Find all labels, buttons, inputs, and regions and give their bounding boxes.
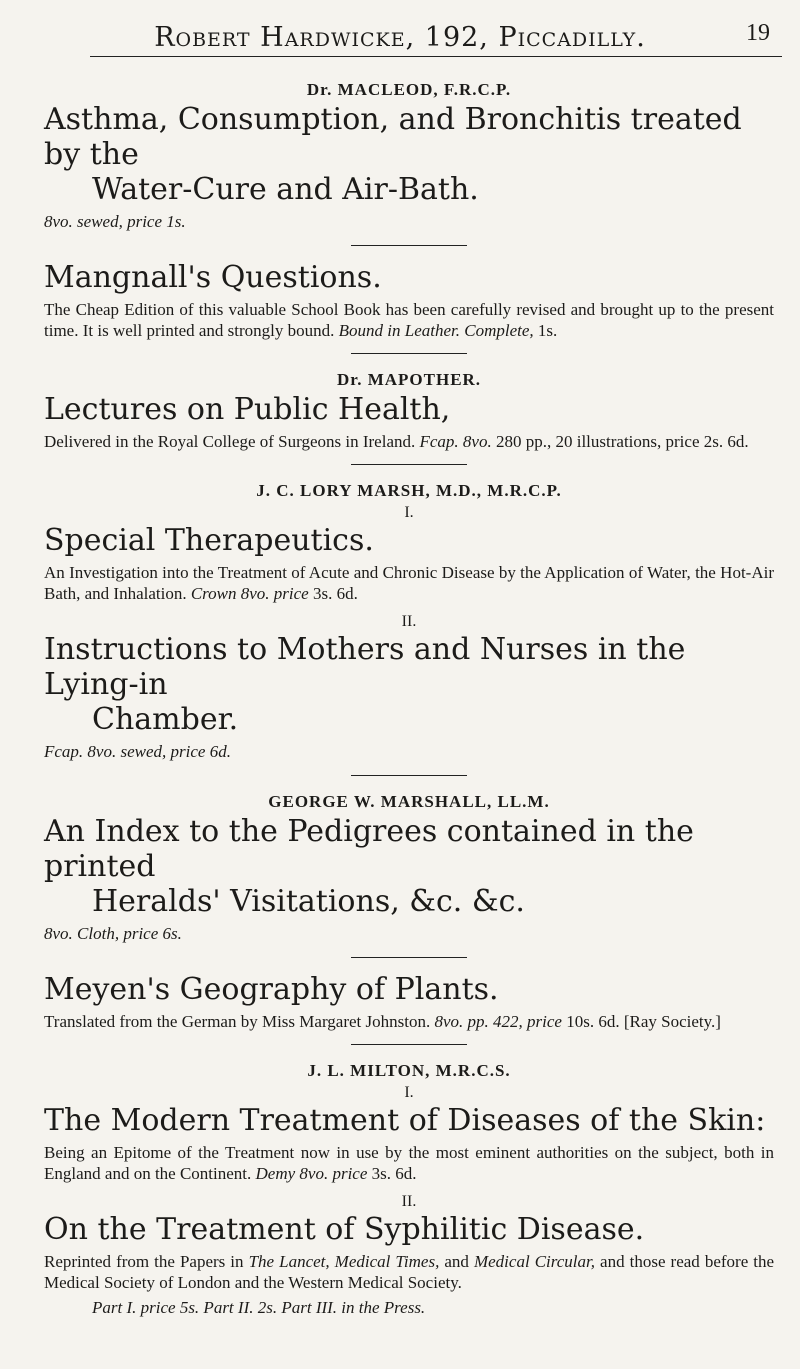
book-description: Reprinted from the Papers in The Lancet, Medical Times, and Medical Circular, and those read before the Medical Society of London and the Western Medical Society.: [44, 1252, 775, 1292]
publication-details: 8vo. Cloth, price 6s.: [44, 924, 182, 943]
book-title: Special Therapeutics.: [44, 523, 374, 558]
author-name: GEORGE W. MARSHALL, LL.M.: [268, 792, 550, 811]
divider-rule: [351, 957, 467, 958]
book-title: Mangnall's Questions.: [44, 260, 382, 295]
divider-rule: [351, 464, 467, 465]
book-title: Instructions to Mothers and Nurses in the Lying-in Chamber.: [44, 632, 686, 737]
book-title: Lectures on Public Health,: [44, 392, 451, 427]
book-description: Translated from the German by Miss Margaret Johnston. 8vo. pp. 422, price 10s. 6d. [Ray Society.]: [44, 1012, 721, 1031]
book-title: Asthma, Consumption, and Bronchitis treated by the Water-Cure and Air-Bath.: [44, 102, 742, 207]
entry-number: II.: [401, 613, 417, 630]
book-title: Meyen's Geography of Plants.: [44, 972, 499, 1007]
author-name: Dr. MACLEOD, F.R.C.P.: [306, 80, 512, 99]
book-title: The Modern Treatment of Diseases of the Skin:: [44, 1103, 766, 1138]
book-description: The Cheap Edition of this valuable School Book has been carefully revised and brought up to the present time. It is well printed and strongly bound. Bound in Leather. Complete, 1s.: [44, 300, 774, 340]
header-rule: [90, 56, 782, 57]
author-name: J. L. MILTON, M.R.C.S.: [307, 1061, 511, 1080]
entry-number: II.: [401, 1193, 417, 1210]
running-head: [0, 20, 800, 54]
entry-number: I.: [404, 504, 414, 521]
book-description: An Investigation into the Treatment of Acute and Chronic Disease by the Application of Water, the Hot-Air Bath, and Inhalation. Crown 8vo. price 3s. 6d.: [44, 563, 774, 603]
running-head-title: Robert Hardwicke, 192, Piccadilly.: [154, 22, 646, 53]
author-name: J. C. LORY MARSH, M.D., M.R.C.P.: [256, 481, 562, 500]
divider-rule: [351, 1044, 467, 1045]
book-title: On the Treatment of Syphilitic Disease.: [44, 1212, 645, 1247]
publication-details: 8vo. sewed, price 1s.: [44, 212, 186, 231]
publication-details: Fcap. 8vo. sewed, price 6d.: [44, 742, 231, 761]
book-description: Delivered in the Royal College of Surgeons in Ireland. Fcap. 8vo. 280 pp., 20 illustrations, price 2s. 6d.: [44, 432, 749, 451]
book-title: An Index to the Pedigrees contained in the printed Heralds' Visitations, &c. &c.: [44, 814, 694, 919]
publication-details: Part I. price 5s. Part II. 2s. Part III. in the Press.: [92, 1298, 426, 1317]
author-name: Dr. MAPOTHER.: [336, 370, 482, 389]
entry-number: I.: [404, 1084, 414, 1101]
catalogue-entries: [44, 78, 774, 1319]
divider-rule: [351, 775, 467, 776]
divider-rule: [351, 353, 467, 354]
page-number: 19: [746, 20, 770, 46]
book-description: Being an Epitome of the Treatment now in use by the most eminent authorities on the subject, both in England and on the Continent. Demy 8vo. price 3s. 6d.: [44, 1143, 774, 1183]
divider-rule: [351, 245, 467, 246]
